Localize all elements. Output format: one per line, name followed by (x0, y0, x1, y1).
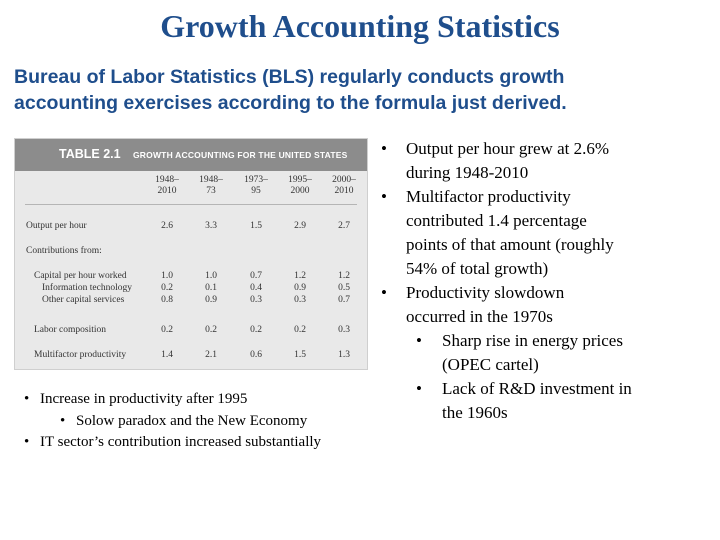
cell-other-1973-95: 0.3 (250, 295, 262, 305)
cell-capital-1948-2010: 1.0 (161, 271, 173, 281)
right-sub-bullet-1-marker: • (416, 331, 422, 350)
row-label-other-capital-services: Other capital services (42, 295, 125, 305)
cell-output-1995-2000: 2.9 (294, 221, 306, 231)
left-bullet-2-marker: • (24, 434, 30, 450)
col-header-1948-73: 1948– 73 (199, 175, 223, 196)
right-sub-bullet-1-line-2: (OPEC cartel) (442, 355, 539, 374)
right-bullet-1-line-1: Output per hour grew at 2.6% (406, 139, 610, 158)
right-sub-bullet-1-line-1: Sharp rise in energy prices (442, 331, 623, 350)
col-header-1948-2010: 1948– 2010 (155, 175, 179, 196)
subtitle-line-1: Bureau of Labor Statistics (BLS) regularly conducts growth (14, 66, 565, 88)
cell-output-2000-2010: 2.7 (338, 221, 350, 231)
right-bullet-2-line-1: Multifactor productivity (406, 187, 571, 206)
cell-it-1948-73: 0.1 (205, 283, 217, 293)
cell-capital-1995-2000: 1.2 (294, 271, 306, 281)
right-bullet-3-line-1: Productivity slowdown (406, 283, 565, 302)
row-label-capital-per-hour: Capital per hour worked (34, 271, 127, 281)
cell-output-1948-73: 3.3 (205, 221, 217, 231)
cell-labor-1973-95: 0.2 (250, 325, 262, 335)
col-header-1995-2000: 1995– 2000 (288, 175, 312, 196)
cell-it-1973-95: 0.4 (250, 283, 262, 293)
cell-other-2000-2010: 0.7 (338, 295, 350, 305)
cell-labor-2000-2010: 0.3 (338, 325, 350, 335)
cell-it-2000-2010: 0.5 (338, 283, 350, 293)
cell-other-1948-2010: 0.8 (161, 295, 173, 305)
cell-capital-2000-2010: 1.2 (338, 271, 350, 281)
row-label-information-technology: Information technology (42, 283, 132, 293)
right-bullet-1-line-2: during 1948-2010 (406, 163, 529, 182)
cell-mfp-1995-2000: 1.5 (294, 350, 306, 360)
right-bullet-2-line-4: 54% of total growth) (406, 259, 549, 278)
left-bullet-1-text: Increase in productivity after 1995 (40, 391, 248, 407)
cell-labor-1948-2010: 0.2 (161, 325, 173, 335)
cell-labor-1948-73: 0.2 (205, 325, 217, 335)
cell-it-1995-2000: 0.9 (294, 283, 306, 293)
col-header-2000-2010: 2000– 2010 (332, 175, 356, 196)
cell-output-1973-95: 1.5 (250, 221, 262, 231)
growth-accounting-table (14, 138, 368, 370)
subtitle-line-2: accounting exercises according to the formula just derived. (14, 92, 567, 114)
cell-labor-1995-2000: 0.2 (294, 325, 306, 335)
row-label-output-per-hour: Output per hour (26, 221, 87, 231)
cell-capital-1973-95: 0.7 (250, 271, 262, 281)
left-sub-bullet-marker: • (60, 413, 66, 429)
cell-mfp-2000-2010: 1.3 (338, 350, 350, 360)
right-sub-bullet-2-marker: • (416, 379, 422, 398)
right-bullet-2-marker: • (381, 187, 387, 206)
cell-other-1948-73: 0.9 (205, 295, 217, 305)
cell-mfp-1948-73: 2.1 (205, 350, 217, 360)
left-bullet-2-text: IT sector’s contribution increased substantially (40, 434, 322, 450)
slide-subtitle (14, 64, 714, 116)
right-bullet-2-line-2: contributed 1.4 percentage (406, 211, 587, 230)
row-label-multifactor-productivity: Multifactor productivity (34, 350, 127, 360)
table-header-bar (15, 139, 367, 171)
left-sub-bullet-text: Solow paradox and the New Economy (76, 413, 308, 429)
table-rule-top (25, 204, 357, 205)
row-label-contributions-from: Contributions from: (26, 246, 102, 256)
cell-capital-1948-73: 1.0 (205, 271, 217, 281)
right-sub-bullet-2-line-2: the 1960s (442, 403, 508, 422)
cell-mfp-1948-2010: 1.4 (161, 350, 173, 360)
left-bullet-1-marker: • (24, 391, 30, 407)
table-number: TABLE 2.1 (59, 147, 121, 161)
cell-output-1948-2010: 2.6 (161, 221, 173, 231)
right-bullet-2-line-3: points of that amount (roughly (406, 235, 614, 254)
cell-mfp-1973-95: 0.6 (250, 350, 262, 360)
cell-other-1995-2000: 0.3 (294, 295, 306, 305)
table-caption: GROWTH ACCOUNTING FOR THE UNITED STATES (133, 150, 348, 160)
row-label-labor-composition: Labor composition (34, 325, 107, 335)
cell-it-1948-2010: 0.2 (161, 283, 173, 293)
right-bullet-1-marker: • (381, 139, 387, 158)
right-sub-bullet-2-line-1: Lack of R&D investment in (442, 379, 632, 398)
col-header-1973-95: 1973– 95 (244, 175, 268, 196)
right-bullet-3-line-2: occurred in the 1970s (406, 307, 553, 326)
slide-title: Growth Accounting Statistics (160, 8, 560, 44)
right-bullet-3-marker: • (381, 283, 387, 302)
